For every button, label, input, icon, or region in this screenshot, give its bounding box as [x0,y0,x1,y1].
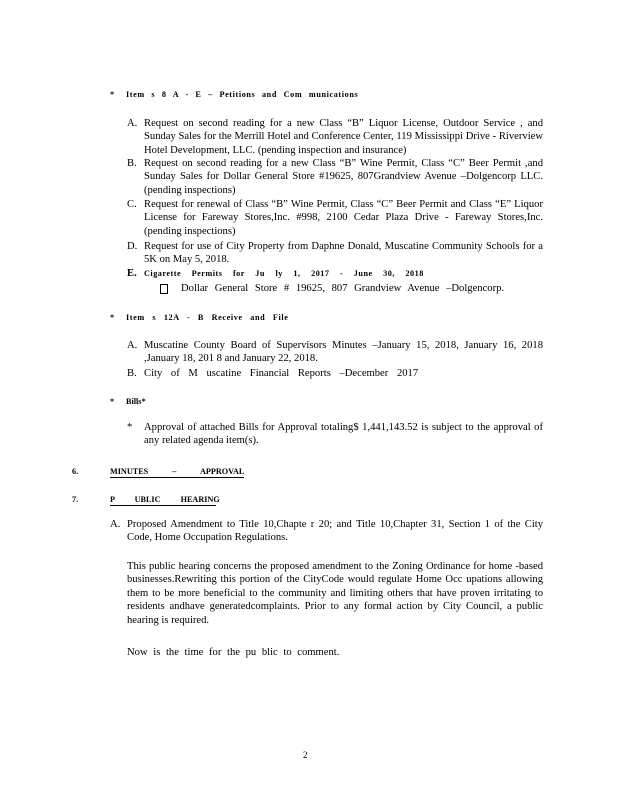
section-number-6: 6. [72,467,79,476]
sub-item-text: Dollar General Store # 19625, 807 Grandview Avenue –Dolgencorp. [181,283,505,294]
page-number: 2 [303,750,308,760]
bullet-bills: * [110,397,115,406]
bullet-items-12: * [110,313,115,322]
bullet-items-8: * [110,90,115,99]
item-text: Approval of attached Bills for Approval totaling$ 1,441,143.52 is subject to the approval of any related agenda item(s). [144,422,543,447]
heading-minutes-approval: MINUTES – APPROVAL [110,467,245,476]
item-marker: A. [127,118,138,129]
item-marker: B. [127,368,137,379]
square-bullet-icon [160,284,168,294]
item-marker: E. [127,268,137,279]
item-text: City of M uscatine Financial Reports –December 2017 [144,368,419,379]
heading-bills: Bills* [126,397,146,406]
heading-items-12: Item s 12A - B Receive and File [126,313,289,322]
item-marker: B. [127,158,137,169]
heading-public-hearing: P UBLIC HEARING [110,495,220,504]
item-text: Request for renewal of Class “B” Wine Permit, Class “C” Beer Permit and Class “E” Liquor License for Fareway Stores,Inc. #998, 2100 Cedar Plaza Drive - Fareway Stores,Inc. (pending inspections) [144,199,543,237]
section-number-7: 7. [72,495,79,504]
item-marker: D. [127,241,138,252]
item-text: Request for use of City Property from Daphne Donald, Muscatine Community Schools for a 5K on May 5, 2018. [144,241,543,266]
item-text: Request on second reading for a new Class “B” Wine Permit, Class “C” Beer Permit ,and Sunday Sales for Dollar General Store #19625, 807Grandview Avenue –Dolgencorp LLC. (pending inspections) [144,158,543,196]
item-text: Cigarette Permits for Ju ly 1, 2017 - June 30, 2018 [144,269,424,278]
item-text: Request on second reading for a new Class “B” Liquor License, Outdoor Service , and Sunday Sales for the Merrill Hotel and Conference Center, 119 Mississippi Drive - Riverview Hotel Development, LLC. (pending inspection and insurance) [144,118,543,156]
item-marker: A. [127,340,138,351]
hearing-paragraph: This public hearing concerns the proposed amendment to the Zoning Ordinance for home -based businesses.Rewriting this portion of the CityCode would regulate Home Occ upations allowing them to be more beneficial to the community and limiting others that have proven irritating to residents andhave generatedcomplaints. Prior to any formal action by City Council, a public hearing is required. [127,561,543,626]
item-text: Proposed Amendment to Title 10,Chapte r 20; and Title 10,Chapter 31, Section 1 of the City Code, Home Occupation Regulations. [127,519,543,544]
item-marker: A. [110,519,121,530]
hearing-comment-paragraph: Now is the time for the pu blic to comment. [127,647,340,658]
item-marker: * [127,422,133,433]
sub-bullet [160,282,170,294]
item-marker: C. [127,199,137,210]
heading-items-8: Item s 8 A - E – Petitions and Com munications [126,90,359,99]
item-text: Muscatine County Board of Supervisors Minutes –January 15, 2018, January 16, 2018 ,January 18, 201 8 and January 22, 2018. [144,340,543,365]
